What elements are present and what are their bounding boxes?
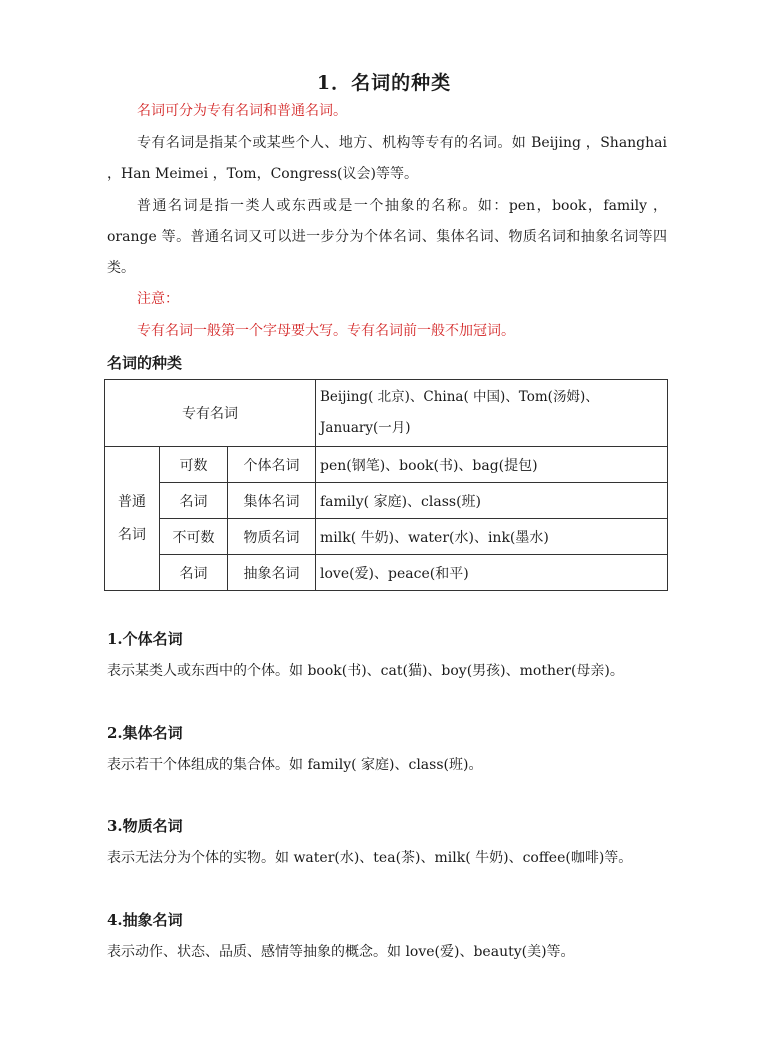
countable-label-bottom: 名词 xyxy=(160,483,228,519)
row-examples-abstract: love(爱)、peace(和平) xyxy=(316,555,668,591)
row-type-individual: 个体名词 xyxy=(228,447,316,483)
proper-noun-examples: Beijing( 北京)、China( 中国)、Tom(汤姆)、January(一月) xyxy=(316,380,668,447)
row-type-material: 物质名词 xyxy=(228,519,316,555)
intro-line: 名词可分为专有名词和普通名词。 xyxy=(137,103,347,119)
common-noun-definition: 普通名词是指一类人或东西或是一个抽象的名称。如：pen，book，family ，orange 等。普通名词又可以进一步分为个体名词、集体名词、物质名词和抽象名词等四类。 xyxy=(107,198,667,276)
uncountable-label-bottom: 名词 xyxy=(160,555,228,591)
common-noun-label xyxy=(105,447,160,591)
section-text-individual: 表示某类人或东西中的个体。如 book(书)、cat(猫)、boy(男孩)、mother(母亲)。 xyxy=(107,663,624,679)
uncountable-label-top: 不可数 xyxy=(160,519,228,555)
section-heading-abstract: 4.抽象名词 xyxy=(107,911,183,929)
noun-types-table xyxy=(104,379,668,591)
row-examples-collective: family( 家庭)、class(班) xyxy=(316,483,668,519)
row-examples-individual: pen(钢笔)、book(书)、bag(提包) xyxy=(316,447,668,483)
proper-noun-definition: 专有名词是指某个或某些个人、地方、机构等专有的名词。如 Beijing ，Shanghai ，Han Meimei ，Tom，Congress(议会)等等。 xyxy=(107,135,667,182)
section-heading-collective: 2.集体名词 xyxy=(107,724,183,742)
countable-label-top: 可数 xyxy=(160,447,228,483)
note-text: 专有名词一般第一个字母要大写。专有名词前一般不加冠词。 xyxy=(137,323,515,339)
page-title: 1．名词的种类 xyxy=(316,72,452,94)
section-text-abstract: 表示动作、状态、品质、感情等抽象的概念。如 love(爱)、beauty(美)等。 xyxy=(107,944,575,960)
row-type-abstract: 抽象名词 xyxy=(228,555,316,591)
row-type-collective: 集体名词 xyxy=(228,483,316,519)
section-text-material: 表示无法分为个体的实物。如 water(水)、tea(茶)、milk( 牛奶)、coffee(咖啡)等。 xyxy=(107,850,633,866)
row-examples-material: milk( 牛奶)、water(水)、ink(墨水) xyxy=(316,519,668,555)
table-heading: 名词的种类 xyxy=(107,354,183,372)
section-heading-individual: 1.个体名词 xyxy=(107,630,183,648)
proper-noun-label: 专有名词 xyxy=(105,380,316,447)
section-heading-material: 3.物质名词 xyxy=(107,817,183,835)
section-text-collective: 表示若干个体组成的集合体。如 family( 家庭)、class(班)。 xyxy=(107,757,483,773)
note-label: 注意： xyxy=(137,291,179,307)
common-noun-label-text: 普通名词 xyxy=(118,493,146,543)
